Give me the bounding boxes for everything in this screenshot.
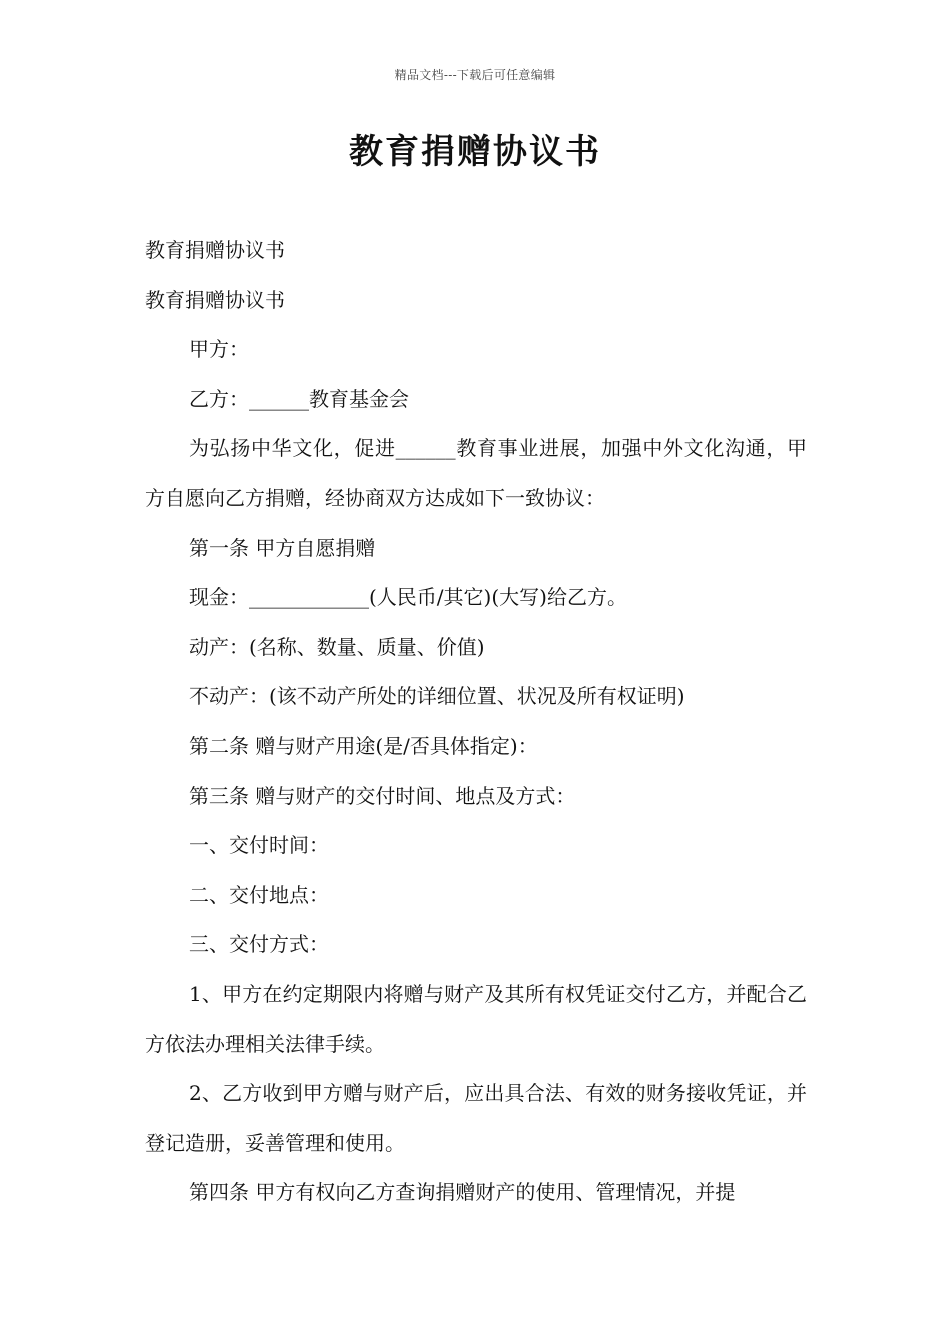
preamble-paragraph: 为弘扬中华文化，促进______教育事业进展，加强中外文化沟通，甲方自愿向乙方捐赠，经协商双方达成如下一致协议： [145, 436, 807, 510]
document-title: 教育捐赠协议书 [349, 132, 601, 172]
delivery-place-line: 二、交付地点： [189, 882, 329, 907]
article-2-heading: 第二条 赠与财产用途(是/否具体指定)： [189, 733, 538, 758]
article-1-heading: 第一条 甲方自愿捐赠 [189, 535, 376, 560]
header-note: 精品文档---下载后可任意编辑 [394, 68, 556, 82]
article-4-paragraph: 第四条 甲方有权向乙方查询捐赠财产的使用、管理情况，并提 [189, 1180, 736, 1205]
clause-1-paragraph: 1、甲方在约定期限内将赠与财产及其所有权凭证交付乙方，并配合乙方依法办理相关法律手续。 [145, 981, 807, 1056]
paragraph-heading-2: 教育捐赠协议书 [145, 287, 285, 312]
document-body [145, 226, 807, 1218]
cash-line: 现金：____________(人民币/其它)(大写)给乙方。 [189, 585, 627, 610]
movable-property-line: 动产：(名称、数量、质量、价值) [189, 634, 485, 659]
party-b-line: 乙方：______教育基金会 [189, 386, 409, 411]
real-estate-line: 不动产：(该不动产所处的详细位置、状况及所有权证明) [189, 684, 685, 709]
article-3-heading: 第三条 赠与财产的交付时间、地点及方式： [189, 783, 576, 808]
delivery-time-line: 一、交付时间： [189, 833, 329, 858]
clause-2-paragraph: 2、乙方收到甲方赠与财产后，应出具合法、有效的财务接收凭证，并登记造册，妥善管理和使用。 [145, 1081, 807, 1155]
paragraph-heading-1: 教育捐赠协议书 [145, 238, 285, 262]
delivery-method-line: 三、交付方式： [189, 932, 329, 957]
party-a-line: 甲方： [189, 337, 249, 362]
